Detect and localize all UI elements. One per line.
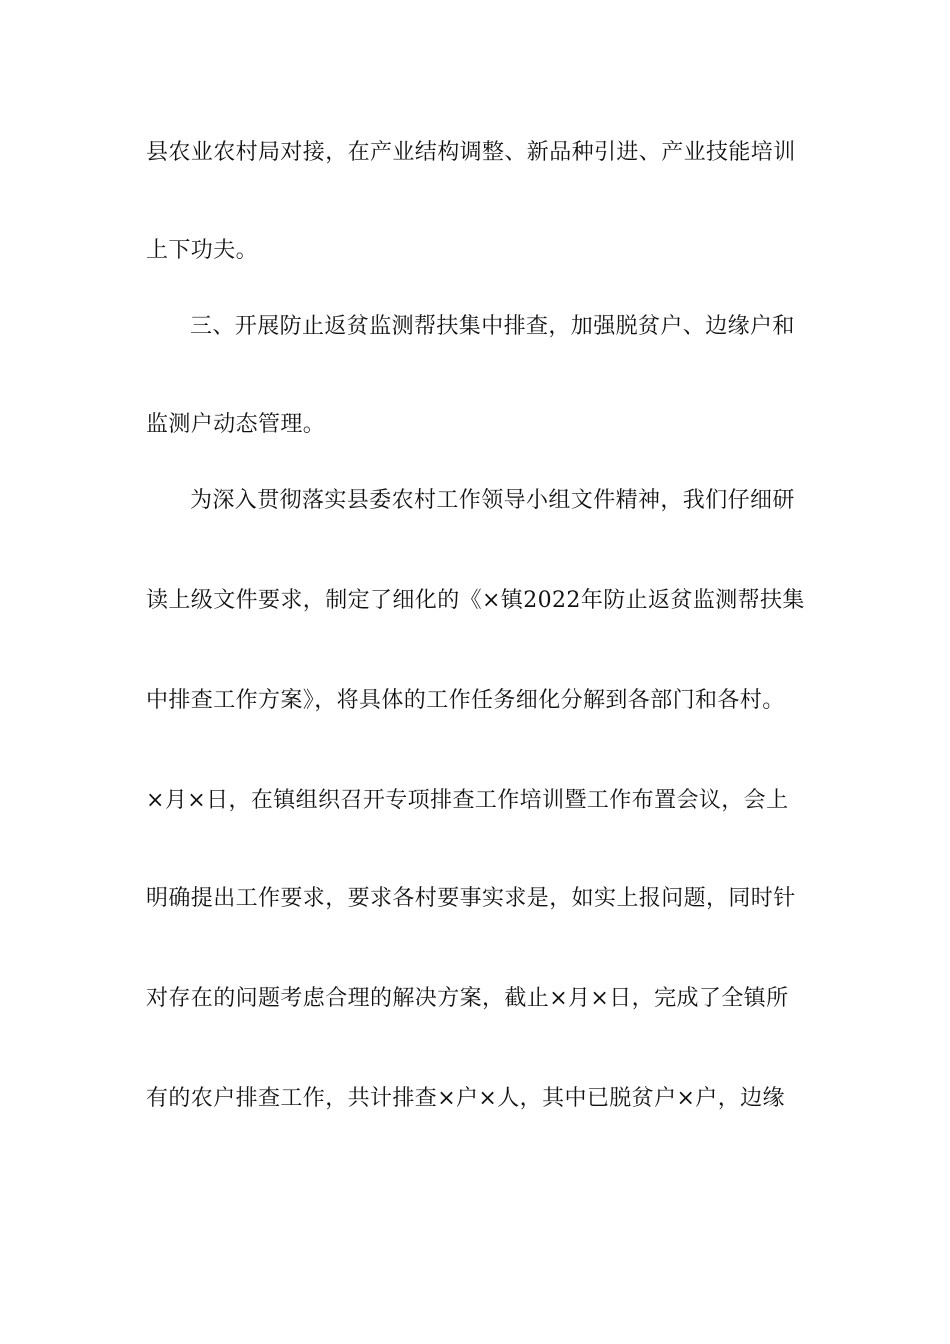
section-heading-line-1: 三、开展防止返贫监测帮扶集中排查，加强脱贫户、边缘户和 [190, 314, 795, 339]
paragraph-line-10: 对存在的问题考虑合理的解决方案，截止×月×日，完成了全镇所 [146, 986, 789, 1011]
paragraph-line-11: 有的农户排查工作，共计排查×户×人，其中已脱贫户×户，边缘 [146, 1086, 785, 1111]
paragraph-line-2: 上下功夫。 [146, 238, 259, 263]
paragraph-line-7: 中排查工作方案》，将具体的工作任务细化分解到各部门和各村。 [146, 688, 785, 713]
paragraph-line-8: ×月×日，在镇组织召开专项排查工作培训暨工作布置会议，会上 [146, 788, 789, 813]
paragraph-line-5: 为深入贯彻落实县委农村工作领导小组文件精神，我们仔细研 [190, 488, 795, 513]
paragraph-line-9: 明确提出工作要求，要求各村要事实求是，如实上报问题，同时针 [146, 886, 796, 911]
paragraph-line-6: 读上级文件要求，制定了细化的《×镇2022年防止返贫监测帮扶集 [146, 588, 805, 613]
section-heading-line-2: 监测户动态管理。 [146, 412, 326, 437]
paragraph-line-1: 县农业农村局对接，在产业结构调整、新品种引进、产业技能培训 [146, 140, 796, 165]
